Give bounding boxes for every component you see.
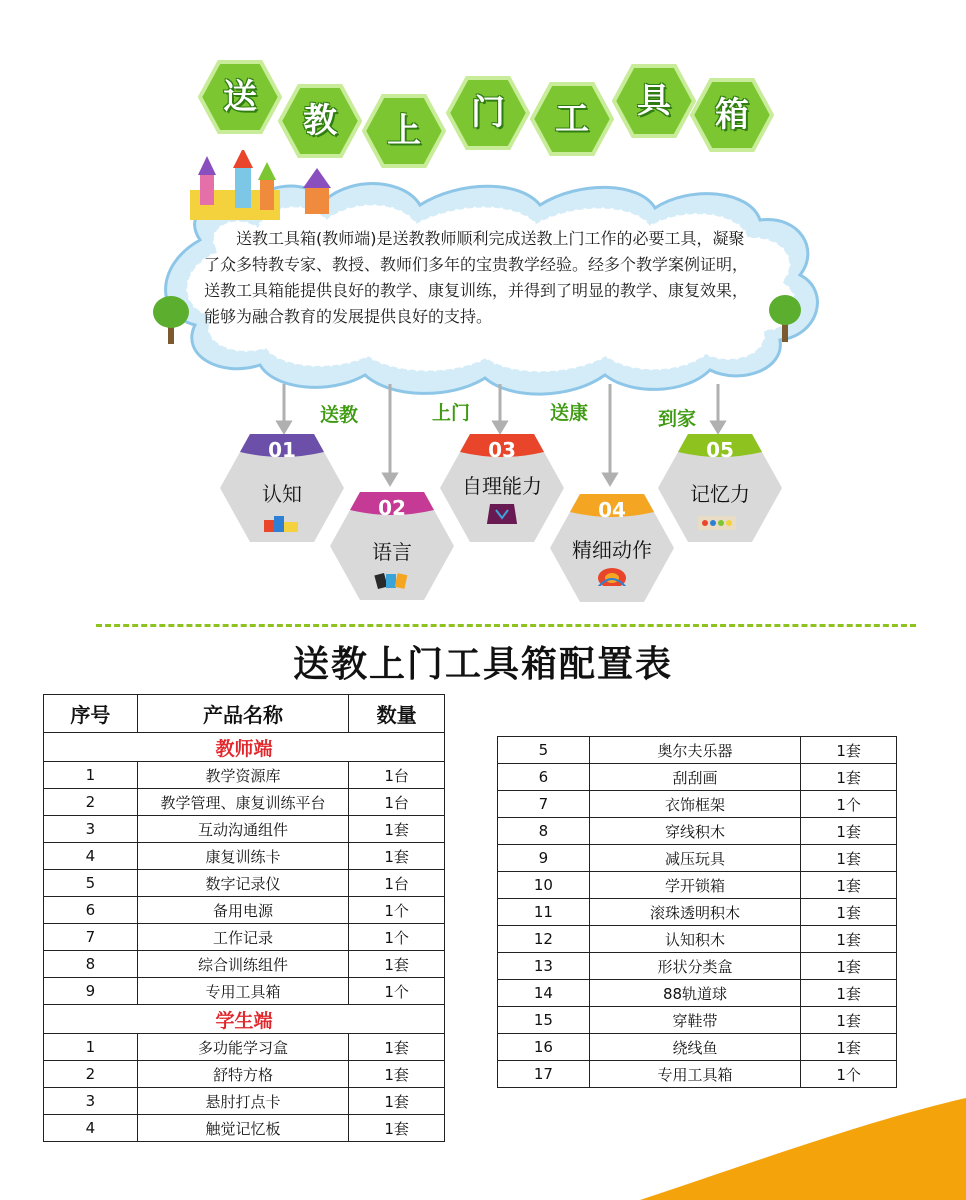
table-row: 8 穿线积木 1套 <box>498 818 897 845</box>
vest-icon <box>482 502 522 524</box>
cards-icon <box>372 570 412 592</box>
table-row: 16 绕线鱼 1套 <box>498 1034 897 1061</box>
section-student: 学生端 <box>44 1005 445 1034</box>
stage-number: 04 <box>598 498 626 522</box>
phase-label: 送教 <box>320 404 359 426</box>
section-divider <box>96 624 916 627</box>
threading-icon <box>592 564 632 586</box>
phase-label: 到家 <box>658 408 697 430</box>
title-char: 具 <box>637 81 671 121</box>
table-row: 7 衣饰框架 1个 <box>498 791 897 818</box>
config-table-left <box>43 694 445 1142</box>
table-row: 1 多功能学习盒 1套 <box>44 1034 445 1061</box>
intro-paragraph: 送教工具箱(教师端)是送教教师顺利完成送教上门工作的必要工具，凝聚了众多特教专家、教授、教师们多年的宝贵教学经验。经多个教学案例证明，送教工具箱能提供良好的教学、康复训练，并得到了明显的教学、康复效果，能够为融合教育的发展提供良好的支持。 <box>204 229 749 326</box>
stage-name: 记忆力 <box>690 482 750 506</box>
table-row: 12 认知积木 1套 <box>498 926 897 953</box>
phase-label: 上门 <box>432 402 471 424</box>
blocks-icon <box>262 512 302 534</box>
header-qty: 数量 <box>349 695 445 733</box>
section-teacher: 教师端 <box>44 733 445 762</box>
table-row: 2 教学管理、康复训练平台 1台 <box>44 789 445 816</box>
title-hex <box>198 60 282 134</box>
title-hex <box>530 82 614 156</box>
table-row: 5 奥尔夫乐器 1套 <box>498 737 897 764</box>
title-hex <box>612 64 696 138</box>
castle-icon <box>190 150 331 220</box>
stage-name: 认知 <box>262 482 302 506</box>
stage-number: 02 <box>378 496 406 520</box>
config-table-right <box>497 736 897 1088</box>
title-char: 教 <box>303 101 337 141</box>
table-row: 9 减压玩具 1套 <box>498 845 897 872</box>
stage-language <box>328 490 456 602</box>
table-row: 2 舒特方格 1套 <box>44 1061 445 1088</box>
stage-number: 01 <box>268 438 296 462</box>
table-row: 1 教学资源库 1台 <box>44 762 445 789</box>
memory-board-icon <box>696 512 736 534</box>
table-header-row <box>44 695 445 733</box>
table-title: 送教上门工具箱配置表 <box>292 644 673 685</box>
table-row: 15 穿鞋带 1套 <box>498 1007 897 1034</box>
header-index: 序号 <box>44 695 138 733</box>
title-hex <box>446 76 530 150</box>
title-hex <box>690 78 774 152</box>
table-row: 3 互动沟通组件 1套 <box>44 816 445 843</box>
header-name: 产品名称 <box>137 695 348 733</box>
table-row: 13 形状分类盒 1套 <box>498 953 897 980</box>
table-row: 6 备用电源 1个 <box>44 897 445 924</box>
table-row: 14 88轨道球 1套 <box>498 980 897 1007</box>
table-row: 11 滚珠透明积木 1套 <box>498 899 897 926</box>
table-row: 5 数字记录仪 1台 <box>44 870 445 897</box>
phase-label: 送康 <box>550 402 589 424</box>
title-char: 上 <box>387 111 421 151</box>
table-row: 10 学开锁箱 1套 <box>498 872 897 899</box>
stage-self-care <box>438 432 566 544</box>
stage-cognition <box>218 432 346 544</box>
stage-number: 03 <box>488 438 516 462</box>
stage-memory <box>656 432 784 544</box>
title-char: 箱 <box>715 95 749 135</box>
stage-name: 自理能力 <box>462 474 542 498</box>
stage-name: 语言 <box>372 540 412 564</box>
table-row: 6 刮刮画 1套 <box>498 764 897 791</box>
table-row: 4 触觉记忆板 1套 <box>44 1115 445 1142</box>
title-char: 门 <box>471 93 505 133</box>
stage-name: 精细动作 <box>572 538 652 562</box>
stage-number: 05 <box>706 438 734 462</box>
tree-icon <box>153 296 189 344</box>
table-row: 8 综合训练组件 1套 <box>44 951 445 978</box>
table-row: 17 专用工具箱 1个 <box>498 1061 897 1088</box>
corner-swoosh <box>640 1090 966 1200</box>
title-hex <box>278 84 362 158</box>
table-row: 9 专用工具箱 1个 <box>44 978 445 1005</box>
table-row: 7 工作记录 1个 <box>44 924 445 951</box>
title-char: 送 <box>223 77 257 117</box>
title-char: 工 <box>555 99 589 139</box>
table-row: 4 康复训练卡 1套 <box>44 843 445 870</box>
table-row: 3 悬肘打点卡 1套 <box>44 1088 445 1115</box>
